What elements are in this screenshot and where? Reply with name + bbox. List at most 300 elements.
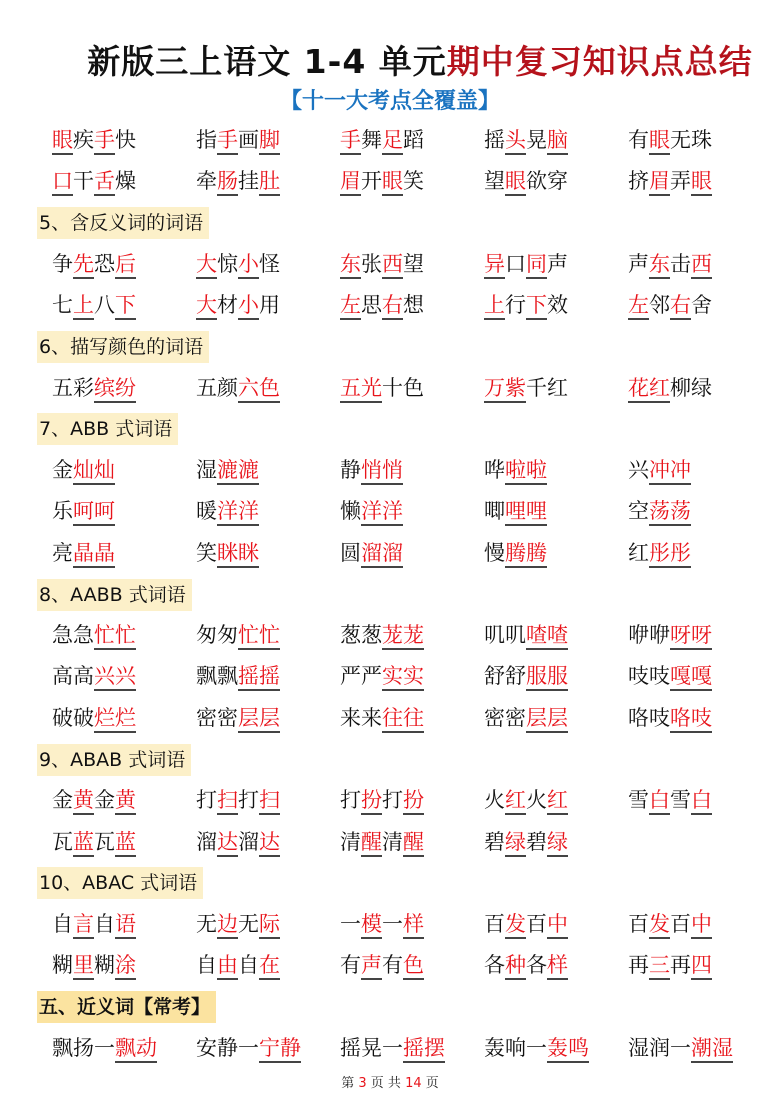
word-row [0,285,780,326]
word-row [0,615,780,656]
given-char: 十色 [382,375,424,400]
word-item [196,945,340,986]
given-char: 晃 [526,128,547,152]
answer-char: 忙忙 [238,623,280,650]
answer-char: 实实 [382,664,424,691]
answer-char: 眉 [649,169,670,196]
given-char: 打 [382,788,403,813]
given-char: 葱葱 [340,623,382,648]
word-item [628,780,772,821]
word-item [628,285,772,326]
answer-char: 灿灿 [73,458,115,485]
given-char: 安静一 [196,1035,259,1060]
word-item [484,822,628,863]
given-char: 画 [238,128,259,152]
given-char: 五颜 [196,375,238,400]
word-row [0,698,780,739]
answer-char: 花红 [628,376,670,403]
answer-char: 东 [649,252,670,279]
word-item [52,656,196,697]
word-item [196,615,340,656]
answer-char: 潮湿 [691,1036,733,1063]
given-char: 挤 [628,169,649,194]
answer-char: 脚 [259,128,280,155]
word-item [52,368,196,409]
answer-char: 红 [547,788,568,815]
given-char: 咯吱 [628,705,670,730]
word-item [52,615,196,656]
section-header [0,326,780,367]
word-item [628,904,772,945]
answer-char: 样 [547,953,568,980]
given-char: 千红 [526,375,568,400]
word-row [0,120,780,161]
word-item [196,491,340,532]
word-item [52,822,196,863]
given-char: 摇 [484,128,505,152]
given-char: 叽叽 [484,623,526,648]
given-char: 静 [340,458,361,483]
answer-char: 中 [691,912,712,939]
answer-char: 右 [382,293,403,320]
current-page: 3 [358,1076,367,1091]
answer-char: 绿 [547,830,568,857]
given-char: 舞 [361,128,382,152]
answer-char: 漉漉 [217,458,259,485]
word-item [484,1028,628,1069]
answer-char: 喳喳 [526,623,568,650]
title-part-2: 期中复习知识点总结 [446,42,753,81]
word-row [0,491,780,532]
given-char: 金 [94,788,115,813]
word-item [628,120,772,161]
word-item [52,285,196,326]
word-item [52,1028,196,1069]
given-char: 柳绿 [670,375,712,400]
word-item [340,822,484,863]
given-char: 百 [526,912,547,937]
word-item [484,780,628,821]
word-row [0,904,780,945]
word-item [196,368,340,409]
answer-char: 同 [526,252,547,279]
answer-char: 肠 [217,169,238,196]
given-char: 雪 [670,788,691,813]
word-item [340,285,484,326]
given-char: 清 [382,829,403,854]
answer-char: 手 [217,128,238,155]
answer-char: 茏茏 [382,623,424,650]
answer-char: 际 [259,912,280,939]
word-row [0,945,780,986]
word-item [628,1028,772,1069]
answer-char: 模 [361,912,382,939]
given-char: 干 [73,169,94,194]
answer-char: 小 [238,293,259,320]
answer-char: 扮 [361,788,382,815]
given-char: 湿 [196,458,217,483]
section-header [0,739,780,780]
word-item [340,120,484,161]
word-item [484,656,628,697]
answer-char: 左 [628,293,649,320]
given-char: 咿咿 [628,623,670,648]
given-char: 糊 [94,953,115,978]
section-title: 5、含反义词的词语 [37,207,209,239]
answer-char: 绿 [505,830,526,857]
word-item [52,945,196,986]
answer-char: 兴兴 [94,664,136,691]
given-char: 金 [52,458,73,483]
word-item [484,368,628,409]
given-char: 欲穿 [526,169,568,194]
given-char: 溜 [196,829,217,854]
word-item [628,656,772,697]
answer-char: 蓝 [73,830,94,857]
word-row [0,533,780,574]
word-item [484,450,628,491]
word-item [52,120,196,161]
given-char: 飘飘 [196,664,238,689]
answer-char: 悄悄 [361,458,403,485]
answer-char: 下 [115,293,136,320]
given-char: 无 [196,912,217,937]
given-char: 无珠 [670,128,712,152]
given-char: 争 [52,251,73,276]
answer-char: 飘动 [115,1036,157,1063]
footer-pre: 第 [341,1076,355,1091]
given-char: 张 [361,251,382,276]
answer-char: 西 [382,252,403,279]
word-item [484,615,628,656]
word-item [628,450,772,491]
answer-char: 醒 [403,830,424,857]
given-char: 火 [526,788,547,813]
word-item [628,945,772,986]
word-item [484,945,628,986]
answer-char: 由 [217,953,238,980]
answer-char: 晶晶 [73,541,115,568]
word-item [484,491,628,532]
given-char: 乐 [52,499,73,524]
answer-char: 洋洋 [361,499,403,526]
answer-char: 冲冲 [649,458,691,485]
word-item [628,161,772,202]
section-header [0,203,780,244]
answer-char: 荡荡 [649,499,691,526]
answer-char: 涂 [115,953,136,980]
given-char: 挂 [238,169,259,194]
given-char: 百 [628,912,649,937]
answer-char: 肚 [259,169,280,196]
answer-char: 白 [649,788,670,815]
answer-char: 大 [196,252,217,279]
answer-char: 上 [73,293,94,320]
given-char: 行 [505,293,526,318]
answer-char: 扫 [217,788,238,815]
given-char: 想 [403,293,424,318]
word-item [196,780,340,821]
answer-char: 手 [340,128,361,155]
answer-char: 轰鸣 [547,1036,589,1063]
given-char: 慢 [484,540,505,565]
answer-char: 溜溜 [361,541,403,568]
answer-char: 眉 [340,169,361,196]
given-char: 笑 [196,540,217,565]
given-char: 清 [340,829,361,854]
given-char: 瓦 [52,829,73,854]
answer-char: 呀呀 [670,623,712,650]
answer-char: 哩哩 [505,499,547,526]
word-item [340,656,484,697]
given-char: 舍 [691,293,712,318]
given-char: 七 [52,293,73,318]
given-char: 雪 [628,788,649,813]
answer-char: 眼 [382,169,403,196]
word-item [484,161,628,202]
word-item [196,285,340,326]
footer-post: 页 [425,1076,439,1091]
answer-char: 红 [505,788,526,815]
word-item [340,161,484,202]
word-item [484,285,628,326]
section-title: 五、近义词【常考】 [37,991,216,1023]
given-char: 快 [115,128,136,152]
given-char: 懒 [340,499,361,524]
word-item [196,161,340,202]
given-char: 急急 [52,623,94,648]
given-char: 一 [382,912,403,937]
given-char: 舒舒 [484,664,526,689]
word-item [484,244,628,285]
given-char: 一 [340,912,361,937]
given-char: 望 [403,251,424,276]
given-char: 碧 [484,829,505,854]
word-item [52,244,196,285]
word-item [628,615,772,656]
answer-char: 里 [73,953,94,980]
given-char: 哗 [484,458,505,483]
answer-char: 扫 [259,788,280,815]
given-char: 圆 [340,540,361,565]
answer-char: 种 [505,953,526,980]
answer-char: 达 [217,830,238,857]
answer-char: 烂烂 [94,706,136,733]
given-char: 笑 [403,169,424,194]
given-char: 打 [196,788,217,813]
word-item [52,780,196,821]
answer-char: 彤彤 [649,541,691,568]
answer-char: 嘎嘎 [670,664,712,691]
word-item [340,904,484,945]
answer-char: 白 [691,788,712,815]
word-item [196,450,340,491]
word-item [628,491,772,532]
given-char: 蹈 [403,128,424,152]
given-char: 百 [670,912,691,937]
word-item [196,120,340,161]
word-item [340,945,484,986]
answer-char: 下 [526,293,547,320]
section-header [0,409,780,450]
answer-char: 中 [547,912,568,939]
given-char: 瓦 [94,829,115,854]
answer-char: 服服 [526,664,568,691]
section-header [0,574,780,615]
word-row [0,822,780,863]
given-char: 八 [94,293,115,318]
answer-char: 黄 [115,788,136,815]
given-char: 有 [340,953,361,978]
word-item [340,698,484,739]
document-title [0,36,780,83]
word-item [484,120,628,161]
given-char: 击 [670,251,691,276]
given-char: 密密 [484,705,526,730]
given-char: 自 [196,953,217,978]
answer-char: 咯吱 [670,706,712,733]
given-char: 有 [628,128,649,152]
word-item [196,656,340,697]
answer-char: 摇摆 [403,1036,445,1063]
section-title: 9、ABAB 式词语 [37,744,191,776]
answer-char: 三 [649,953,670,980]
word-item [52,491,196,532]
given-char: 唧 [484,499,505,524]
given-char: 密密 [196,705,238,730]
given-char: 自 [94,912,115,937]
given-char: 糊 [52,953,73,978]
given-char: 湿润一 [628,1035,691,1060]
given-char: 恐 [94,251,115,276]
answer-char: 宁静 [259,1036,301,1063]
given-char: 吱吱 [628,664,670,689]
answer-char: 小 [238,252,259,279]
answer-char: 舌 [94,169,115,196]
given-char: 弄 [670,169,691,194]
given-char: 牵 [196,169,217,194]
answer-char: 声 [361,953,382,980]
given-char: 自 [52,912,73,937]
word-item [340,368,484,409]
answer-char: 达 [259,830,280,857]
word-item [196,244,340,285]
given-char: 思 [361,293,382,318]
word-row [0,368,780,409]
answer-char: 发 [649,912,670,939]
word-item [484,533,628,574]
word-item [196,822,340,863]
answer-char: 西 [691,252,712,279]
section-header [0,987,780,1028]
answer-char: 眼 [505,169,526,196]
word-item [628,533,772,574]
answer-char: 眼 [649,128,670,155]
word-item [340,450,484,491]
answer-char: 眯眯 [217,541,259,568]
answer-char: 醒 [361,830,382,857]
given-char: 溜 [238,829,259,854]
word-item [340,244,484,285]
given-char: 效 [547,293,568,318]
given-char: 声 [628,251,649,276]
given-char: 暖 [196,499,217,524]
answer-char: 右 [670,293,691,320]
given-char: 疾 [73,128,94,152]
answer-char: 六色 [238,376,280,403]
answer-char: 啦啦 [505,458,547,485]
word-item [340,491,484,532]
given-char: 火 [484,788,505,813]
answer-char: 五光 [340,376,382,403]
given-char: 再 [628,953,649,978]
given-char: 惊 [217,251,238,276]
answer-char: 样 [403,912,424,939]
document-subtitle: 【十一大考点全覆盖】 [279,89,500,114]
answer-char: 蓝 [115,830,136,857]
given-char: 红 [628,540,649,565]
answer-char: 手 [94,128,115,155]
answer-char: 语 [115,912,136,939]
word-row [0,244,780,285]
word-item [196,904,340,945]
given-char: 材 [217,293,238,318]
given-char: 邻 [649,293,670,318]
word-item [196,1028,340,1069]
given-char: 金 [52,788,73,813]
answer-char: 先 [73,252,94,279]
given-char: 自 [238,953,259,978]
given-char: 五彩 [52,375,94,400]
given-char: 声 [547,251,568,276]
answer-char: 在 [259,953,280,980]
answer-char: 眼 [52,128,73,155]
answer-char: 足 [382,128,403,155]
answer-char: 层层 [526,706,568,733]
word-item [52,161,196,202]
answer-char: 忙忙 [94,623,136,650]
word-row [0,161,780,202]
given-char: 用 [259,293,280,318]
answer-char: 上 [484,293,505,320]
word-item [52,450,196,491]
answer-char: 言 [73,912,94,939]
answer-char: 脑 [547,128,568,155]
section-title: 10、ABAC 式词语 [37,867,203,899]
footer-mid: 页 共 [370,1076,401,1091]
section-title: 6、描写颜色的词语 [37,331,209,363]
word-item [628,244,772,285]
answer-char: 左 [340,293,361,320]
answer-char: 东 [340,252,361,279]
section-title: 8、AABB 式词语 [37,579,192,611]
given-char: 打 [340,788,361,813]
given-char: 轰响一 [484,1035,547,1060]
given-char: 碧 [526,829,547,854]
given-char: 指 [196,128,217,152]
total-pages: 14 [405,1076,422,1091]
word-item [196,533,340,574]
given-char: 燥 [115,169,136,194]
given-char: 有 [382,953,403,978]
given-char: 摇晃一 [340,1035,403,1060]
answer-char: 眼 [691,169,712,196]
given-char: 百 [484,912,505,937]
given-char: 匆匆 [196,623,238,648]
answer-char: 大 [196,293,217,320]
word-item [340,1028,484,1069]
given-char: 望 [484,169,505,194]
